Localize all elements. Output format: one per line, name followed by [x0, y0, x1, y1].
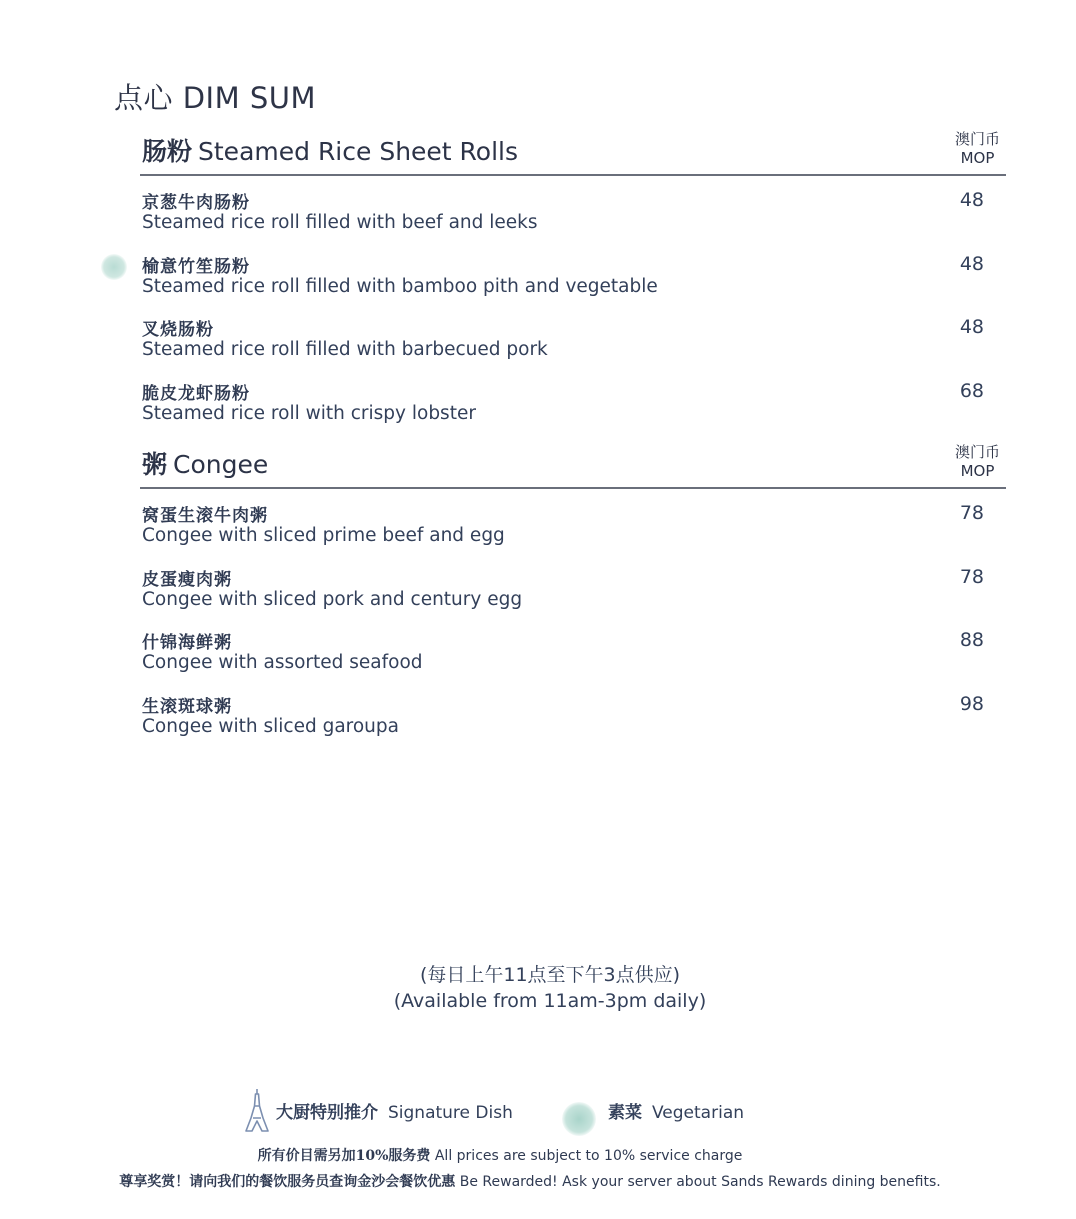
legend-vegetarian — [608, 1098, 744, 1123]
eiffel-tower-icon — [244, 1088, 270, 1132]
serving-hours-en: (Available from 11am-3pm daily) — [393, 990, 707, 1012]
currency-label — [955, 443, 1000, 481]
service-charge-en: All prices are subject to 10% service charge — [434, 1148, 743, 1164]
menu-item — [140, 553, 1006, 617]
menu-item — [140, 240, 1006, 304]
menu-items — [140, 176, 1006, 430]
serving-hours-zh: (每日上午11点至下午3点供应) — [419, 964, 681, 986]
item-name-en: Steamed rice roll filled with beef and leeks — [142, 212, 538, 233]
currency-en: MOP — [960, 149, 995, 167]
item-name-zh: 窝蛋生滚牛肉粥 — [142, 506, 268, 526]
menu-items — [140, 489, 1006, 743]
item-name-en: Steamed rice roll filled with barbecued pork — [142, 339, 548, 360]
menu-item — [140, 616, 1006, 680]
menu-item — [140, 303, 1006, 367]
item-price: 98 — [959, 692, 984, 715]
section-rice-rolls — [140, 126, 1006, 430]
currency-label — [955, 130, 1000, 168]
section-title-en: Congee — [173, 450, 269, 479]
vegetarian-leaf-blot-icon — [101, 254, 127, 280]
item-name-en: Steamed rice roll filled with bamboo pith and vegetable — [142, 275, 658, 297]
item-price: 48 — [959, 189, 984, 211]
section-header — [140, 439, 1006, 489]
service-charge-note — [0, 1145, 1038, 1165]
currency-zh: 澳门币 — [954, 130, 1000, 148]
section-title — [142, 132, 518, 168]
item-name-en: Congee with sliced pork and century egg — [142, 588, 523, 610]
item-name-en: Steamed rice roll with crispy lobster — [142, 402, 476, 424]
section-header — [140, 126, 1006, 176]
currency-zh: 澳门币 — [954, 443, 1000, 461]
serving-hours — [0, 962, 1076, 1014]
item-price: 78 — [959, 565, 984, 588]
item-price: 78 — [959, 502, 984, 524]
menu-item — [140, 176, 1006, 240]
legend-signature-en: Signature Dish — [388, 1103, 513, 1123]
item-price: 48 — [959, 252, 984, 275]
menu-item — [140, 680, 1006, 744]
section-title — [142, 445, 268, 481]
legend-signature-zh: 大厨特别推介 — [276, 1103, 378, 1123]
rewards-zh: 尊享奖赏！请向我们的餐饮服务员查询金沙会餐饮优惠 — [119, 1174, 456, 1190]
item-name-zh: 皮蛋瘦肉粥 — [142, 569, 232, 590]
service-charge-zh: 所有价目需另加10%服务费 — [257, 1148, 431, 1164]
rewards-en: Be Rewarded! Ask your server about Sands Rewards dining benefits. — [459, 1174, 941, 1190]
rewards-note — [0, 1171, 1068, 1191]
item-price: 88 — [959, 629, 984, 651]
item-price: 48 — [959, 316, 984, 338]
menu-item — [140, 489, 1006, 553]
item-name-en: Congee with assorted seafood — [142, 652, 423, 673]
item-name-en: Congee with sliced garoupa — [142, 715, 399, 737]
section-title-zh: 粥 — [142, 450, 168, 479]
section-congee — [140, 439, 1006, 743]
item-name-zh: 什锦海鲜粥 — [142, 633, 232, 653]
page-heading: 点心 DIM SUM — [114, 81, 316, 115]
legend-vegetarian-en: Vegetarian — [652, 1103, 745, 1123]
legend-signature — [276, 1098, 513, 1123]
vegetarian-leaf-blot-icon — [562, 1102, 596, 1136]
item-name-en: Congee with sliced prime beef and egg — [142, 525, 505, 546]
item-name-zh: 榆意竹笙肠粉 — [142, 256, 250, 277]
item-name-zh: 生滚斑球粥 — [142, 696, 232, 717]
section-title-zh: 肠粉 — [142, 137, 193, 166]
section-title-en: Steamed Rice Sheet Rolls — [198, 137, 519, 166]
item-name-zh: 叉烧肠粉 — [142, 320, 214, 340]
item-name-zh: 京葱牛肉肠粉 — [142, 193, 250, 213]
item-name-zh: 脆皮龙虾肠粉 — [142, 383, 250, 404]
legend — [0, 1088, 1076, 1128]
legend-vegetarian-zh: 素菜 — [608, 1103, 642, 1123]
menu-item — [140, 367, 1006, 431]
item-price: 68 — [959, 379, 984, 402]
currency-en: MOP — [960, 462, 995, 480]
